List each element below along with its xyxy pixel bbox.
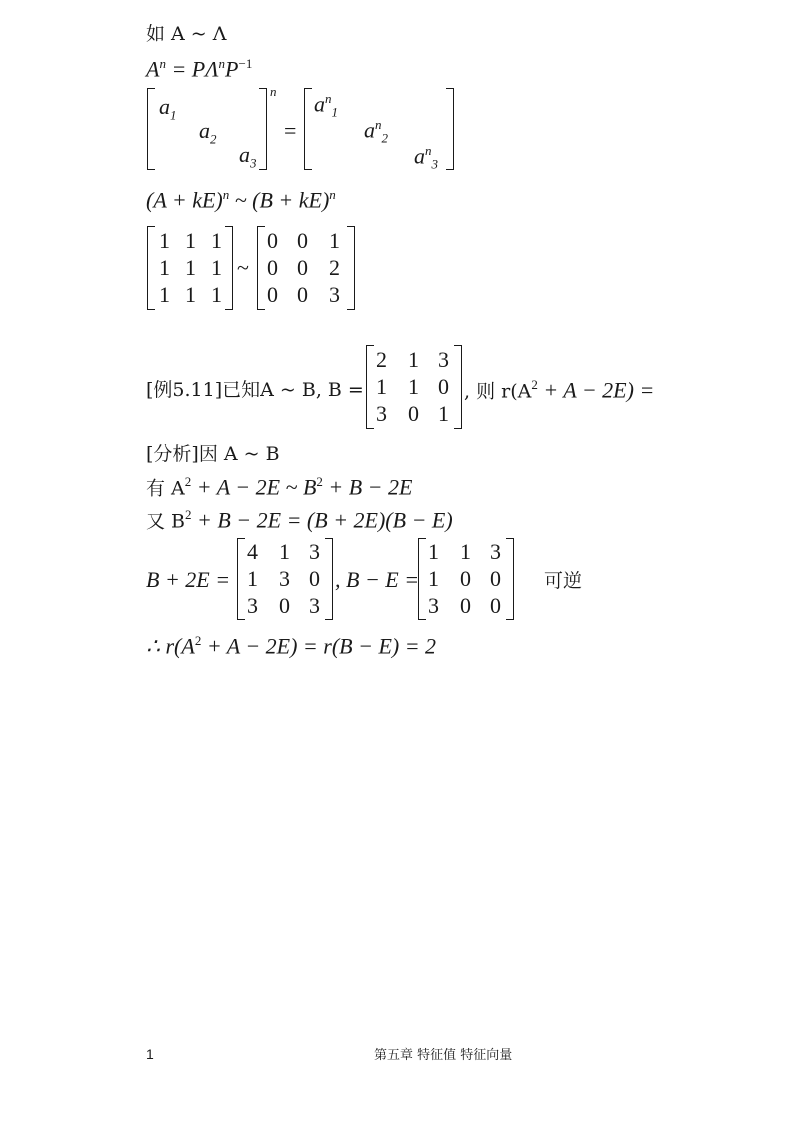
example-tail	[464, 378, 654, 401]
matrix-entry: 0	[297, 228, 308, 253]
analysis-text: [分析]因 A ~ B	[146, 443, 280, 465]
formula-part: ∴ r(A	[146, 633, 195, 659]
also-line	[146, 508, 453, 531]
left-bracket	[237, 538, 245, 620]
formula-part: n	[159, 56, 166, 71]
formula-part: B + 2E =	[146, 567, 231, 592]
left-bracket	[147, 226, 155, 310]
formula-part: n	[329, 187, 336, 202]
matrix-entry: 2	[376, 347, 387, 372]
formula-part: 2	[185, 507, 192, 522]
matrix-entry: 3	[247, 593, 258, 618]
matrix-entry: 1	[408, 374, 419, 399]
example-statement	[146, 378, 364, 400]
b-plus-2e-label	[146, 569, 230, 591]
have-line	[146, 475, 412, 498]
matrix-entry: 0	[297, 282, 308, 307]
formula-part: ~ (B + kE)	[229, 187, 330, 213]
formula-part: , 则 r(A	[464, 380, 532, 403]
conclusion-line	[146, 634, 436, 657]
matrix-entry: 3	[428, 593, 439, 618]
b-minus-e-label	[335, 569, 419, 591]
column-matrix	[257, 226, 355, 310]
matrix-entry: $a^n_1$	[314, 91, 338, 120]
formula-part: n	[218, 56, 226, 71]
chapter-title: 第五章 特征值 特征向量	[374, 1048, 513, 1063]
matrix-entry: 1	[159, 282, 170, 307]
formula-part: + B − 2E = (B + 2E)(B − E)	[191, 507, 453, 533]
matrix-entry: 1	[376, 374, 387, 399]
formula-part: 2	[184, 474, 192, 489]
matrix-entry: 1	[211, 255, 222, 280]
right-bracket	[446, 88, 454, 170]
matrix-entry: 0	[267, 255, 278, 280]
matrix-entry: 2	[329, 255, 340, 280]
line-text: 如 A ~ Λ	[146, 23, 227, 45]
right-bracket	[225, 226, 233, 310]
formula-part: 2	[316, 474, 323, 489]
power-formula-line	[146, 57, 252, 80]
analysis-line	[146, 442, 280, 464]
matrix-entry: 1	[428, 566, 439, 591]
matrix-entry: 3	[309, 593, 320, 618]
formula-part: A	[146, 56, 160, 82]
formula-part: + A − 2E ~ B	[191, 474, 317, 500]
formula-part: + A − 2E) =	[537, 377, 655, 403]
matrix-entry: 1	[438, 401, 449, 426]
matrix-entry: 3	[279, 566, 290, 591]
matrix-entry: 0	[279, 593, 290, 618]
left-bracket	[366, 345, 374, 429]
matrix-entry: 1	[185, 282, 196, 307]
left-bracket	[418, 538, 426, 620]
matrix-entry: 3	[329, 282, 340, 307]
diagonal-matrix-a	[147, 88, 267, 170]
formula-part: (A + kE)	[146, 187, 223, 213]
matrix-entry: 1	[159, 228, 170, 253]
matrix-b-plus-2e	[237, 538, 333, 620]
matrix-entry: 1	[211, 228, 222, 253]
matrix-entry: $a_3$	[239, 142, 257, 171]
matrix-entry: 0	[297, 255, 308, 280]
diagonal-matrix-an	[304, 88, 454, 170]
right-bracket	[506, 538, 514, 620]
equals-sign: =	[284, 118, 297, 143]
matrix-entry: 0	[438, 374, 449, 399]
matrix-b	[366, 345, 462, 429]
formula-part: 有 A	[146, 477, 185, 500]
example-prefix: [例5.11]已知A ~ B, B =	[146, 379, 364, 401]
formula-part: 2	[194, 633, 202, 648]
left-bracket	[304, 88, 312, 170]
right-bracket	[259, 88, 267, 170]
similar-sign: ~	[237, 255, 249, 280]
formula-part: 2	[531, 377, 538, 392]
formula-part: n	[222, 187, 230, 202]
matrix-entry: 0	[460, 593, 471, 618]
matrix-entry: $a^n_2$	[364, 117, 388, 146]
matrix-entry: 0	[267, 228, 278, 253]
matrix-entry: 1	[428, 539, 439, 564]
matrix-entry: 0	[490, 593, 501, 618]
formula-part: −1	[238, 56, 253, 71]
invertible-text: 可逆	[544, 570, 583, 592]
matrix-entry: 3	[309, 539, 320, 564]
matrix-entry: 1	[460, 539, 471, 564]
matrix-entry: 1	[247, 566, 258, 591]
matrix-entry: 0	[309, 566, 320, 591]
matrix-entry: 3	[490, 539, 501, 564]
left-bracket	[147, 88, 155, 170]
matrix-entry: 0	[408, 401, 419, 426]
matrix-entry: 1	[279, 539, 290, 564]
formula-part: 又 B	[146, 510, 186, 533]
matrix-entry: 0	[490, 566, 501, 591]
shift-similar-line	[146, 188, 336, 211]
matrix-entry: 1	[408, 347, 419, 372]
matrix-entry: $a^n_3$	[414, 143, 438, 172]
invertible-note	[544, 569, 582, 591]
matrix-entry: 1	[211, 282, 222, 307]
matrix-entry: 3	[438, 347, 449, 372]
matrix-entry: 1	[329, 228, 340, 253]
formula-part: + A − 2E) = r(B − E) = 2	[201, 633, 437, 659]
page-number: 1	[146, 1046, 154, 1062]
ones-matrix	[147, 226, 233, 310]
formula-part: , B − E =	[335, 567, 420, 592]
matrix-entry: 0	[267, 282, 278, 307]
similar-lambda-line	[146, 22, 226, 44]
right-bracket	[454, 345, 462, 429]
matrix-entry: 1	[185, 228, 196, 253]
right-bracket	[347, 226, 355, 310]
matrix-entry: $a_2$	[199, 118, 217, 147]
formula-part: = PΛ	[165, 56, 219, 82]
matrix-entry: $a_1$	[159, 94, 177, 123]
matrix-entry: 1	[159, 255, 170, 280]
left-bracket	[257, 226, 265, 310]
matrix-entry: 0	[460, 566, 471, 591]
matrix-entry: 4	[247, 539, 258, 564]
formula-part: P	[225, 56, 239, 82]
matrix-entry: 1	[185, 255, 196, 280]
formula-part: + B − 2E	[322, 474, 413, 500]
right-bracket	[325, 538, 333, 620]
matrix-b-minus-e	[418, 538, 514, 620]
matrix-power: n	[270, 84, 277, 99]
matrix-entry: 3	[376, 401, 387, 426]
